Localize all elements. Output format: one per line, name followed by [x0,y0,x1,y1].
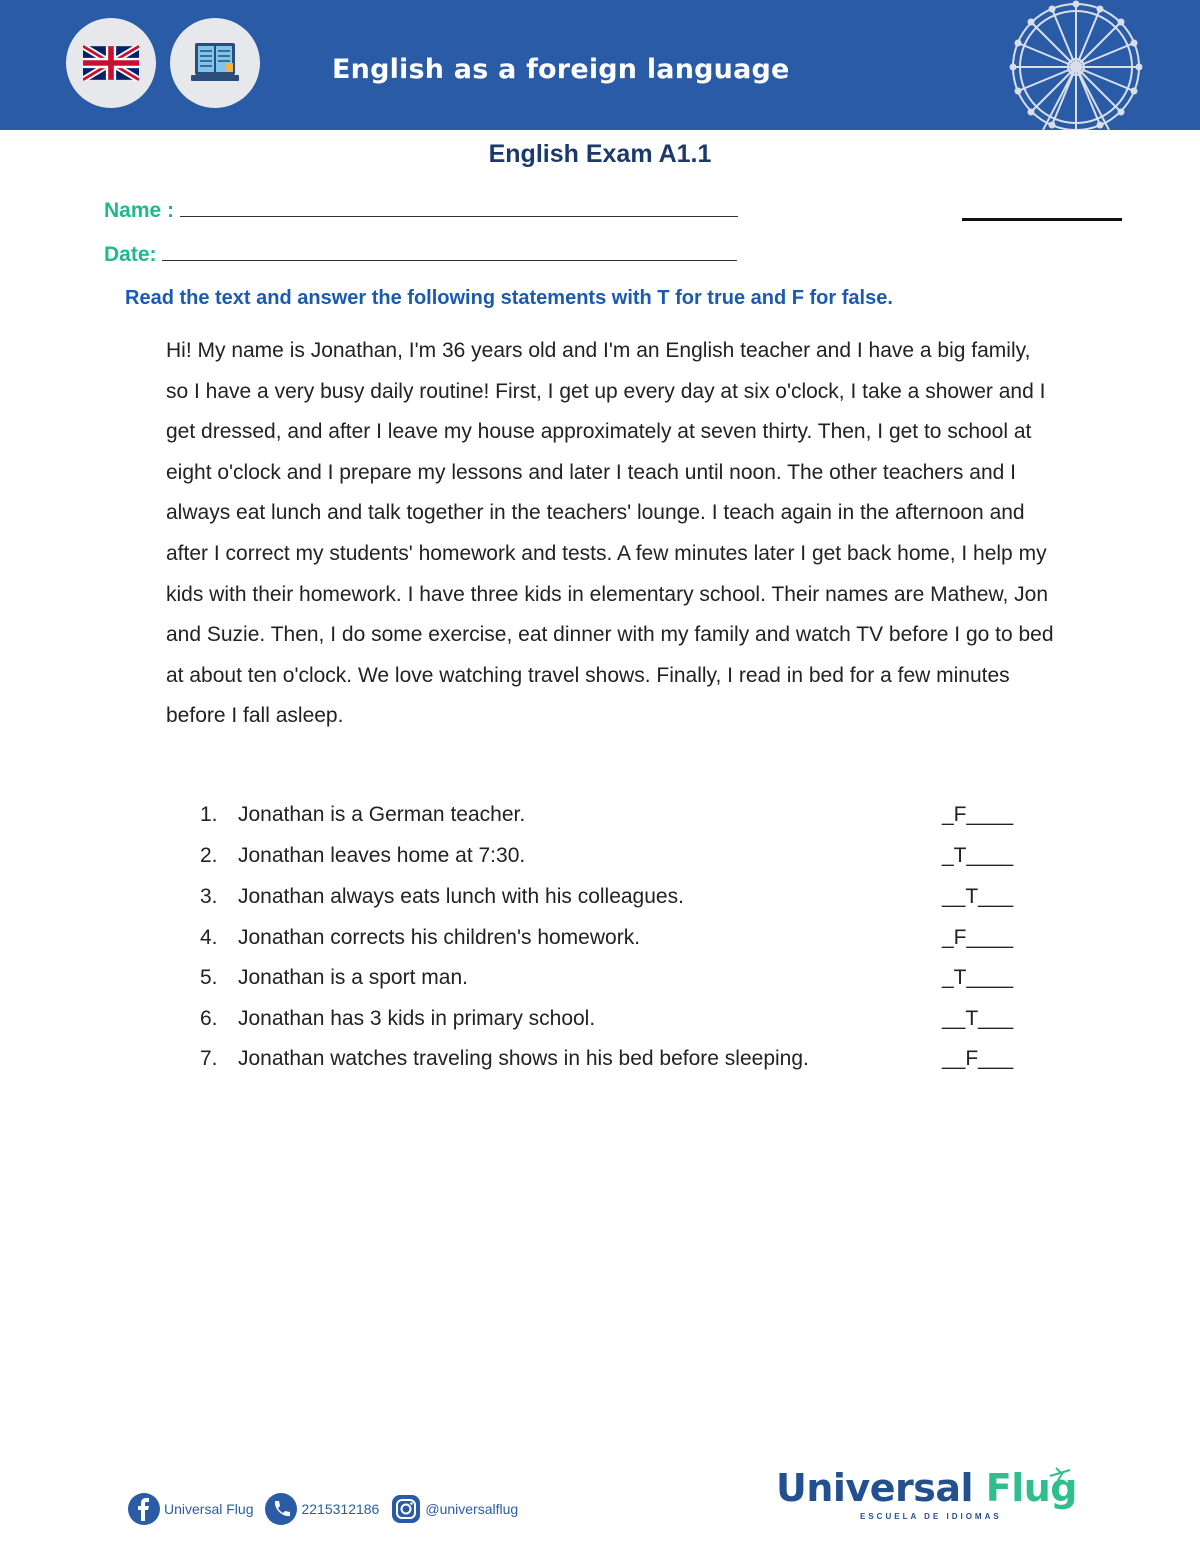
question-item [200,966,1030,996]
question-text: Jonathan is a German teacher. [238,803,526,826]
score-blank-line [962,218,1122,221]
question-number: 6. [200,1007,218,1030]
logo-wordmark [776,1466,1077,1510]
question-number: 5. [200,966,218,989]
question-answer[interactable]: _F____ [942,803,1014,826]
name-field [104,198,738,223]
question-item [200,1047,1030,1077]
book-laptop-badge [170,18,260,108]
logo-part-2: Flug [985,1466,1077,1510]
question-number: 3. [200,885,218,908]
footer-social [128,1492,530,1526]
question-item [200,1007,1030,1037]
question-text: Jonathan has 3 kids in primary school. [238,1007,596,1030]
airplane-icon [1048,1466,1072,1482]
exam-title: English Exam A1.1 [488,140,712,168]
question-answer[interactable]: __F___ [942,1047,1014,1070]
question-answer[interactable]: _T____ [942,844,1014,867]
phone-number: 2215312186 [301,1501,380,1517]
logo-subtitle: ESCUELA DE IDIOMAS [860,1512,1002,1521]
uk-flag-icon [83,45,139,81]
name-label: Name : [104,199,175,222]
question-item [200,844,1030,874]
question-number: 1. [200,803,218,826]
header-title: English as a foreign language [332,54,790,85]
question-text: Jonathan leaves home at 7:30. [238,844,526,867]
book-laptop-icon [189,37,241,89]
question-item [200,926,1030,956]
question-number: 7. [200,1047,218,1070]
question-item [200,803,1030,833]
question-text: Jonathan always eats lunch with his colleagues. [238,885,684,908]
facebook-icon [128,1493,160,1525]
question-text: Jonathan is a sport man. [238,966,468,989]
header-banner [0,0,1200,130]
question-answer[interactable]: _T____ [942,966,1014,989]
reading-passage [166,331,1056,737]
facebook-link[interactable] [128,1493,253,1525]
name-blank-line[interactable] [180,198,738,217]
date-blank-line[interactable] [162,242,737,261]
question-answer[interactable]: _F____ [942,926,1014,949]
question-text: Jonathan corrects his children's homework. [238,926,641,949]
facebook-handle: Universal Flug [164,1501,254,1517]
uk-flag-badge [66,18,156,108]
question-answer[interactable]: __T___ [942,885,1014,908]
ferris-wheel-icon [1003,0,1149,130]
passage-text: Hi! My name is Jonathan, I'm 36 years old and I'm an English teacher and I have a big family, so I have a very busy daily routine! First, I get up every day at six o'clock, I take a shower and I get dressed, and after I leave my house approximately at seven thirty. Then, I get to school at eight o'clock and I prepare my lessons and later I teach until noon. The other teachers and I always eat lunch and talk together in the teachers' lounge. I teach again in the afternoon and after I correct my students' homework and tests. A few minutes later I get back home, I help my kids with their homework. I have three kids in elementary school. Their names are Mathew, Jon and Suzie. Then, I do some exercise, eat dinner with my family and watch TV before I go to bed at about ten o'clock. We love watching travel shows. Finally, I read in bed for a few minutes before I fall asleep. [166,339,1054,728]
phone-icon [265,1493,297,1525]
date-field [104,242,737,267]
logo-part-1: Universal [776,1466,986,1510]
universal-flug-logo [776,1466,1077,1521]
question-number: 2. [200,844,218,867]
date-label: Date: [104,243,157,266]
instagram-icon [391,1494,421,1524]
phone-link[interactable] [265,1493,379,1525]
instagram-link[interactable] [391,1494,518,1524]
question-answer[interactable]: __T___ [942,1007,1014,1030]
instagram-handle: @universalflug [425,1501,519,1517]
question-number: 4. [200,926,218,949]
question-item [200,885,1030,915]
question-text: Jonathan watches traveling shows in his bed before sleeping. [238,1047,809,1070]
instructions: Read the text and answer the following statements with T for true and F for false. [125,287,893,309]
